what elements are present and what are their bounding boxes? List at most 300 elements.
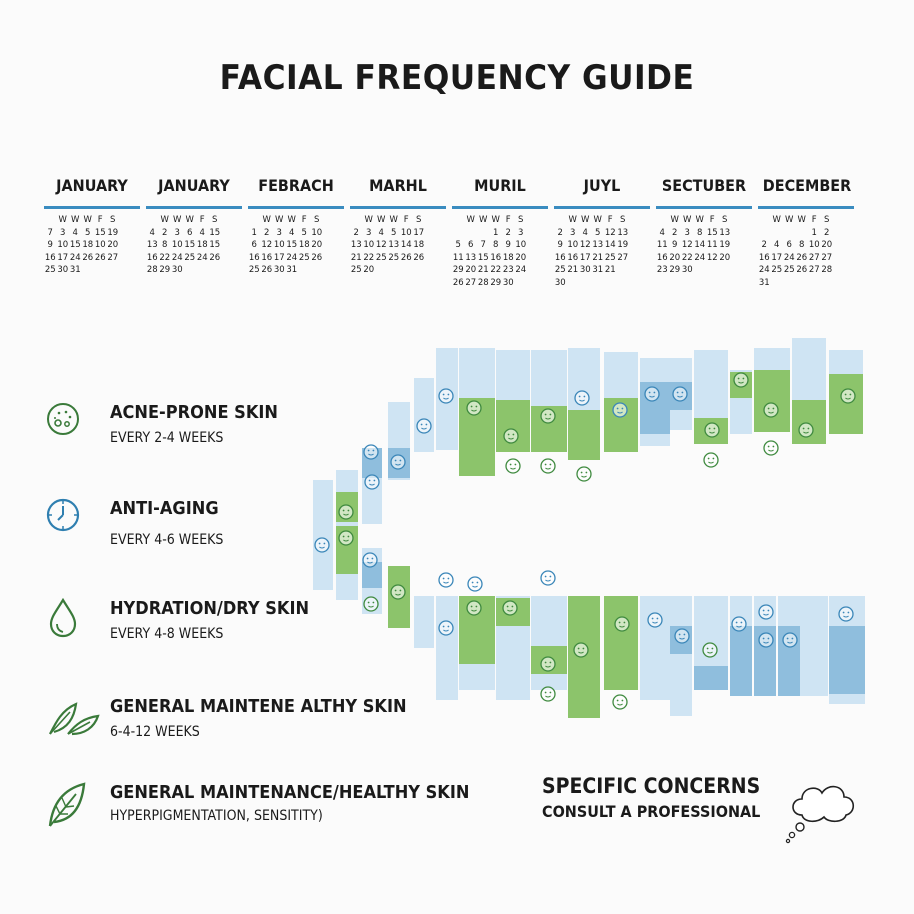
face-icon xyxy=(705,423,719,437)
weekday-label: W xyxy=(83,215,92,225)
page-title: FACIAL FREQUENCY GUIDE xyxy=(219,58,695,98)
calendar-day: 17 xyxy=(579,252,591,263)
legend-frequency: EVERY 4-8 WEEKS xyxy=(110,626,224,642)
calendar-day: 18 xyxy=(196,240,208,250)
calendar-day: 2 xyxy=(824,227,830,238)
weekday-label: W xyxy=(262,215,271,225)
face-icon xyxy=(839,607,853,621)
calendar-day: 27 xyxy=(808,265,820,275)
legend-frequency: EVERY 2-4 WEEKS xyxy=(110,430,224,446)
face-icon xyxy=(648,613,662,627)
face-icon xyxy=(439,621,453,635)
calendar-day: 30 xyxy=(681,265,693,275)
calendar-day: 7 xyxy=(47,227,53,238)
calendar-day: 27 xyxy=(808,252,820,263)
concern-subtitle: CONSULT A PROFESSIONAL xyxy=(542,802,761,821)
calendar-day: 17 xyxy=(413,227,425,238)
calendar-day: 20 xyxy=(719,252,731,263)
calendar-day: 5 xyxy=(85,227,91,238)
face-icon xyxy=(339,531,353,545)
weekday-label: W xyxy=(185,215,194,225)
frequency-segment xyxy=(604,596,638,690)
face-icon xyxy=(734,373,748,387)
weekday-label: W xyxy=(491,215,500,225)
face-icon xyxy=(506,459,520,473)
legend-frequency: EVERY 4-6 WEEKS xyxy=(110,532,224,548)
calendar-day: 5 xyxy=(391,227,397,238)
calendar-day: 8 xyxy=(697,227,703,238)
calendar-day: 4 xyxy=(199,227,205,238)
face-icon xyxy=(541,687,555,701)
face-icon xyxy=(613,695,627,709)
calendar-day: 2 xyxy=(505,227,511,238)
calendar-day: 16 xyxy=(758,252,770,263)
calendar-day: 10 xyxy=(273,240,285,250)
face-icon xyxy=(467,601,481,615)
face-icon xyxy=(759,633,773,647)
weekday-label: W xyxy=(797,215,806,225)
calendar-day: 29 xyxy=(490,277,502,288)
weekday-label: S xyxy=(212,215,218,225)
weekday-label: W xyxy=(364,215,373,225)
face-icon xyxy=(764,403,778,417)
calendar-day: 25 xyxy=(554,265,566,275)
weekday-label: F xyxy=(607,215,613,225)
calendar-day: 11 xyxy=(706,240,718,250)
legend-title: ACNE-PRONE SKIN xyxy=(110,402,278,423)
calendar-day: 3 xyxy=(684,227,690,238)
calendar-day: 26 xyxy=(796,265,808,275)
calendar-day: 21 xyxy=(477,265,489,275)
calendar-day: 20 xyxy=(821,240,833,250)
weekday-label: W xyxy=(670,215,679,225)
calendar-day: 31 xyxy=(758,277,770,288)
calendar-day: 6 xyxy=(187,227,193,238)
weekday-label: S xyxy=(416,215,422,225)
frequency-column xyxy=(800,596,828,696)
calendar-day: 21 xyxy=(350,252,362,263)
calendar-day: 20 xyxy=(515,252,527,263)
calendar-day: 9 xyxy=(47,240,53,250)
calendar-day: 22 xyxy=(490,265,502,275)
calendar-day: 19 xyxy=(617,240,629,250)
calendar-day: 15 xyxy=(209,240,221,250)
calendar-day: 15 xyxy=(209,227,221,238)
calendar-day: 26 xyxy=(209,252,221,263)
clock-icon xyxy=(46,498,80,532)
frequency-segment xyxy=(730,626,752,696)
frequency-segment xyxy=(496,400,530,452)
calendar-day: 3 xyxy=(276,227,282,238)
calendar-day: 18 xyxy=(413,240,425,250)
calendar-day: 27 xyxy=(617,252,629,263)
legend-title: HYDRATION/DRY SKIN xyxy=(110,598,310,619)
face-icon xyxy=(575,391,589,405)
calendar-day: 18 xyxy=(502,252,514,263)
thought-cloud-icon xyxy=(784,775,862,845)
calendar-day: 23 xyxy=(502,265,514,275)
calendar-day: 26 xyxy=(94,252,106,263)
calendar-day: 24 xyxy=(694,252,706,263)
calendar-day: 25 xyxy=(350,265,362,275)
calendar-day: 7 xyxy=(480,240,486,250)
calendar-day: 4 xyxy=(582,227,588,238)
calendar-day: 30 xyxy=(502,277,514,288)
frequency-segment xyxy=(829,374,863,434)
weekday-label: W xyxy=(683,215,692,225)
calendar-day: 26 xyxy=(452,277,464,288)
month-name: SECTUBER xyxy=(661,176,747,195)
calendar-day: 22 xyxy=(159,252,171,263)
calendar-day: 24 xyxy=(758,265,770,275)
calendar-day: 13 xyxy=(617,227,629,238)
face-icon xyxy=(364,445,378,459)
frequency-segment xyxy=(754,370,790,432)
calendar-day: 19 xyxy=(107,227,119,238)
calendar-day: 10 xyxy=(94,240,106,250)
face-icon xyxy=(675,629,689,643)
calendar-day: 3 xyxy=(60,227,66,238)
calendar-day: 20 xyxy=(465,265,477,275)
face-icon xyxy=(439,389,453,403)
calendar-day: 25 xyxy=(604,252,616,263)
calendar-day: 15 xyxy=(69,240,81,250)
weekday-label: W xyxy=(389,215,398,225)
calendar-day: 18 xyxy=(82,240,94,250)
face-icon xyxy=(391,455,405,469)
frequency-column xyxy=(313,526,333,590)
calendar-day: 26 xyxy=(82,252,94,263)
calendar-day: 28 xyxy=(477,277,489,288)
month-name: FEBRACH xyxy=(258,176,334,195)
calendar-day: 16 xyxy=(554,252,566,263)
calendar-day: 12 xyxy=(579,240,591,250)
calendar-day: 20 xyxy=(107,240,119,250)
legend-title: GENERAL MAINTENANCE/HEALTHY SKIN xyxy=(110,782,470,803)
calendar-day: 3 xyxy=(174,227,180,238)
calendar-day: 10 xyxy=(57,240,69,250)
weekday-label: F xyxy=(811,215,817,225)
face-icon xyxy=(541,571,555,585)
face-icon xyxy=(615,617,629,631)
calendar-day: 16 xyxy=(490,252,502,263)
calendar-day: 6 xyxy=(251,240,257,250)
calendar-day: 18 xyxy=(298,240,310,250)
calendar-day: 13 xyxy=(592,240,604,250)
calendar-day: 9 xyxy=(672,240,678,250)
calendar-day: 13 xyxy=(719,227,731,238)
calendar-day: 12 xyxy=(261,240,273,250)
face-icon xyxy=(704,453,718,467)
weekday-label: W xyxy=(785,215,794,225)
calendar-day: 25 xyxy=(248,265,260,275)
calendar-day: 14 xyxy=(694,240,706,250)
calendar-day: 12 xyxy=(681,240,693,250)
calendar-day: 25 xyxy=(184,252,196,263)
specific-concerns xyxy=(542,774,785,821)
calendar-day: 10 xyxy=(363,240,375,250)
legend-frequency: 6-4-12 WEEKS xyxy=(110,724,200,740)
face-icon xyxy=(541,409,555,423)
calendar-day: 30 xyxy=(554,277,566,288)
calendar-day: 8 xyxy=(162,240,168,250)
weekday-label: W xyxy=(695,215,704,225)
calendar-day: 25 xyxy=(783,265,795,275)
month-name: JUYL xyxy=(583,176,621,195)
weekday-label: W xyxy=(275,215,284,225)
face-icon xyxy=(541,459,555,473)
calendar-day: 30 xyxy=(579,265,591,275)
calendar-day: 15 xyxy=(184,240,196,250)
calendar-day: 10 xyxy=(171,240,183,250)
face-icon xyxy=(467,401,481,415)
calendar-day: 9 xyxy=(557,240,563,250)
legend-frequency: HYPERPIGMENTATION, SENSITITY) xyxy=(110,808,323,824)
calendar-day: 26 xyxy=(400,252,412,263)
face-icon xyxy=(645,387,659,401)
calendar-day: 26 xyxy=(311,252,323,263)
calendar-day: 10 xyxy=(400,227,412,238)
weekday-label: W xyxy=(772,215,781,225)
face-icon xyxy=(613,403,627,417)
face-icon xyxy=(799,423,813,437)
month-name: MARHL xyxy=(369,176,427,195)
calendar-day: 20 xyxy=(311,240,323,250)
face-icon xyxy=(503,601,517,615)
calendar-day: 4 xyxy=(378,227,384,238)
weekday-label: S xyxy=(620,215,626,225)
frequency-segment xyxy=(568,410,600,460)
weekday-label: S xyxy=(824,215,830,225)
calendar-day: 1 xyxy=(811,227,817,238)
face-icon xyxy=(841,389,855,403)
weekday-label: F xyxy=(301,215,307,225)
leaves-icon xyxy=(46,694,80,728)
weekday-label: S xyxy=(518,215,524,225)
calendar-day: 28 xyxy=(146,265,158,275)
weekday-label: W xyxy=(377,215,386,225)
weekday-label: W xyxy=(581,215,590,225)
month-name: DECEMBER xyxy=(762,176,852,195)
face-icon xyxy=(365,475,379,489)
calendar-day: 6 xyxy=(468,240,474,250)
weekday-label: F xyxy=(199,215,205,225)
weekday-label: W xyxy=(160,215,169,225)
calendar-day: 24 xyxy=(515,265,527,275)
calendar-day: 24 xyxy=(783,252,795,263)
calendar-day: 21 xyxy=(592,252,604,263)
calendar-day: 25 xyxy=(375,252,387,263)
calendar-day: 29 xyxy=(452,265,464,275)
frequency-segment xyxy=(792,400,826,444)
calendar-day: 17 xyxy=(57,252,69,263)
water-drop-icon xyxy=(46,598,80,632)
calendar-day: 4 xyxy=(72,227,78,238)
calendar-day: 19 xyxy=(719,240,731,250)
calendar-day: 16 xyxy=(656,252,668,263)
calendar-day: 4 xyxy=(774,240,780,250)
weekday-label: W xyxy=(173,215,182,225)
calendar-day: 27 xyxy=(821,252,833,263)
calendar-day: 4 xyxy=(149,227,155,238)
calendar-day: 14 xyxy=(604,240,616,250)
face-icon xyxy=(504,429,518,443)
weekday-label: W xyxy=(568,215,577,225)
calendar-day: 8 xyxy=(799,240,805,250)
calendar-day: 21 xyxy=(604,265,616,275)
frequency-column xyxy=(414,596,434,648)
weekday-label: F xyxy=(97,215,103,225)
weekday-label: S xyxy=(722,215,728,225)
face-icon xyxy=(783,633,797,647)
calendar-day: 27 xyxy=(465,277,477,288)
calendar-day: 15 xyxy=(94,227,106,238)
face-icon xyxy=(574,643,588,657)
calendar-day: 3 xyxy=(518,227,524,238)
calendar-day: 26 xyxy=(261,265,273,275)
calendar-day: 12 xyxy=(375,240,387,250)
face-icon xyxy=(732,617,746,631)
calendar-day: 26 xyxy=(413,252,425,263)
face-icon xyxy=(541,657,555,671)
leaf-icon xyxy=(46,780,80,814)
calendar-day: 31 xyxy=(286,265,298,275)
face-icon xyxy=(673,387,687,401)
face-icon xyxy=(417,419,431,433)
calendar-day: 16 xyxy=(567,252,579,263)
weekday-label: W xyxy=(287,215,296,225)
calendar-day: 31 xyxy=(592,265,604,275)
calendar-day: 15 xyxy=(706,227,718,238)
calendar-day: 17 xyxy=(273,252,285,263)
calendar-day: 28 xyxy=(821,265,833,275)
calendar-day: 13 xyxy=(388,240,400,250)
calendar-day: 2 xyxy=(557,227,563,238)
weekday-label: W xyxy=(593,215,602,225)
calendar-day: 2 xyxy=(761,240,767,250)
face-icon xyxy=(759,605,773,619)
calendar-day: 30 xyxy=(57,265,69,275)
calendar-day: 17 xyxy=(771,252,783,263)
calendar-day: 10 xyxy=(567,240,579,250)
frequency-segment xyxy=(694,666,728,690)
calendar-day: 27 xyxy=(107,252,119,263)
weekday-label: W xyxy=(58,215,67,225)
calendar-day: 22 xyxy=(363,252,375,263)
calendar-day: 1 xyxy=(251,227,257,238)
calendar-day: 8 xyxy=(493,240,499,250)
calendar-day: 24 xyxy=(171,252,183,263)
face-icon xyxy=(764,441,778,455)
frequency-segment xyxy=(829,626,865,694)
weekday-label: F xyxy=(709,215,715,225)
frequency-column xyxy=(414,378,434,452)
calendar-day: 30 xyxy=(273,265,285,275)
calendar-day: 16 xyxy=(261,252,273,263)
calendar-day: 11 xyxy=(452,252,464,263)
legend-title: ANTI-AGING xyxy=(110,498,219,519)
calendar-day: 22 xyxy=(681,252,693,263)
weekday-label: W xyxy=(479,215,488,225)
face-icon xyxy=(339,505,353,519)
legend-title: GENERAL MAINTENE ALTHY SKIN xyxy=(110,696,407,717)
calendar-day: 12 xyxy=(706,252,718,263)
calendar-day: 16 xyxy=(146,252,158,263)
face-icon xyxy=(391,585,405,599)
calendar-day: 26 xyxy=(796,252,808,263)
calendar-day: 25 xyxy=(388,252,400,263)
face-icon xyxy=(703,643,717,657)
calendar-day: 4 xyxy=(659,227,665,238)
calendar-day: 31 xyxy=(69,265,81,275)
weekday-label: S xyxy=(314,215,320,225)
calendar-day: 13 xyxy=(465,252,477,263)
weekday-label: S xyxy=(110,215,116,225)
calendar-day: 30 xyxy=(171,265,183,275)
calendar-day: 9 xyxy=(505,240,511,250)
calendar-day: 5 xyxy=(301,227,307,238)
calendar-day: 29 xyxy=(669,265,681,275)
calendar-day: 16 xyxy=(248,252,260,263)
calendar-day: 5 xyxy=(595,227,601,238)
month-name: MURIL xyxy=(474,176,526,195)
calendar-day: 13 xyxy=(350,240,362,250)
calendar-day: 24 xyxy=(286,252,298,263)
calendar-day: 24 xyxy=(69,252,81,263)
face-icon xyxy=(363,553,377,567)
month-name: JANUARY xyxy=(158,176,230,195)
calendar-day: 11 xyxy=(656,240,668,250)
calendar-day: 25 xyxy=(771,265,783,275)
calendar-day: 1 xyxy=(493,227,499,238)
calendar-day: 20 xyxy=(363,265,375,275)
calendar-day: 10 xyxy=(311,227,323,238)
calendar-day: 16 xyxy=(44,252,56,263)
calendar-day: 25 xyxy=(44,265,56,275)
weekday-label: W xyxy=(466,215,475,225)
calendar-day: 14 xyxy=(400,240,412,250)
weekday-label: F xyxy=(505,215,511,225)
calendar-day: 24 xyxy=(196,252,208,263)
calendar-day: 2 xyxy=(162,227,168,238)
concern-title: SPECIFIC CONCERNS xyxy=(542,774,761,798)
calendar-day: 2 xyxy=(672,227,678,238)
face-icon xyxy=(468,577,482,591)
face-icon xyxy=(364,597,378,611)
calendar-day: 4 xyxy=(289,227,295,238)
calendar-day: 3 xyxy=(570,227,576,238)
calendar-day: 20 xyxy=(669,252,681,263)
face-icon xyxy=(315,538,329,552)
calendar-day: 10 xyxy=(808,240,820,250)
calendar-day: 21 xyxy=(567,265,579,275)
calendar-day: 29 xyxy=(159,265,171,275)
calendar-day: 2 xyxy=(353,227,359,238)
frequency-column xyxy=(436,596,458,700)
calendar-day: 15 xyxy=(477,252,489,263)
month-name: JANUARY xyxy=(56,176,128,195)
frequency-column xyxy=(640,596,670,700)
calendar-day: 5 xyxy=(455,240,461,250)
calendar-day: 2 xyxy=(264,227,270,238)
weekday-label: F xyxy=(403,215,409,225)
frequency-column xyxy=(670,596,692,716)
face-icon xyxy=(439,573,453,587)
calendar-day: 15 xyxy=(286,240,298,250)
weekday-label: W xyxy=(71,215,80,225)
calendar-day: 3 xyxy=(366,227,372,238)
face-icon xyxy=(577,467,591,481)
